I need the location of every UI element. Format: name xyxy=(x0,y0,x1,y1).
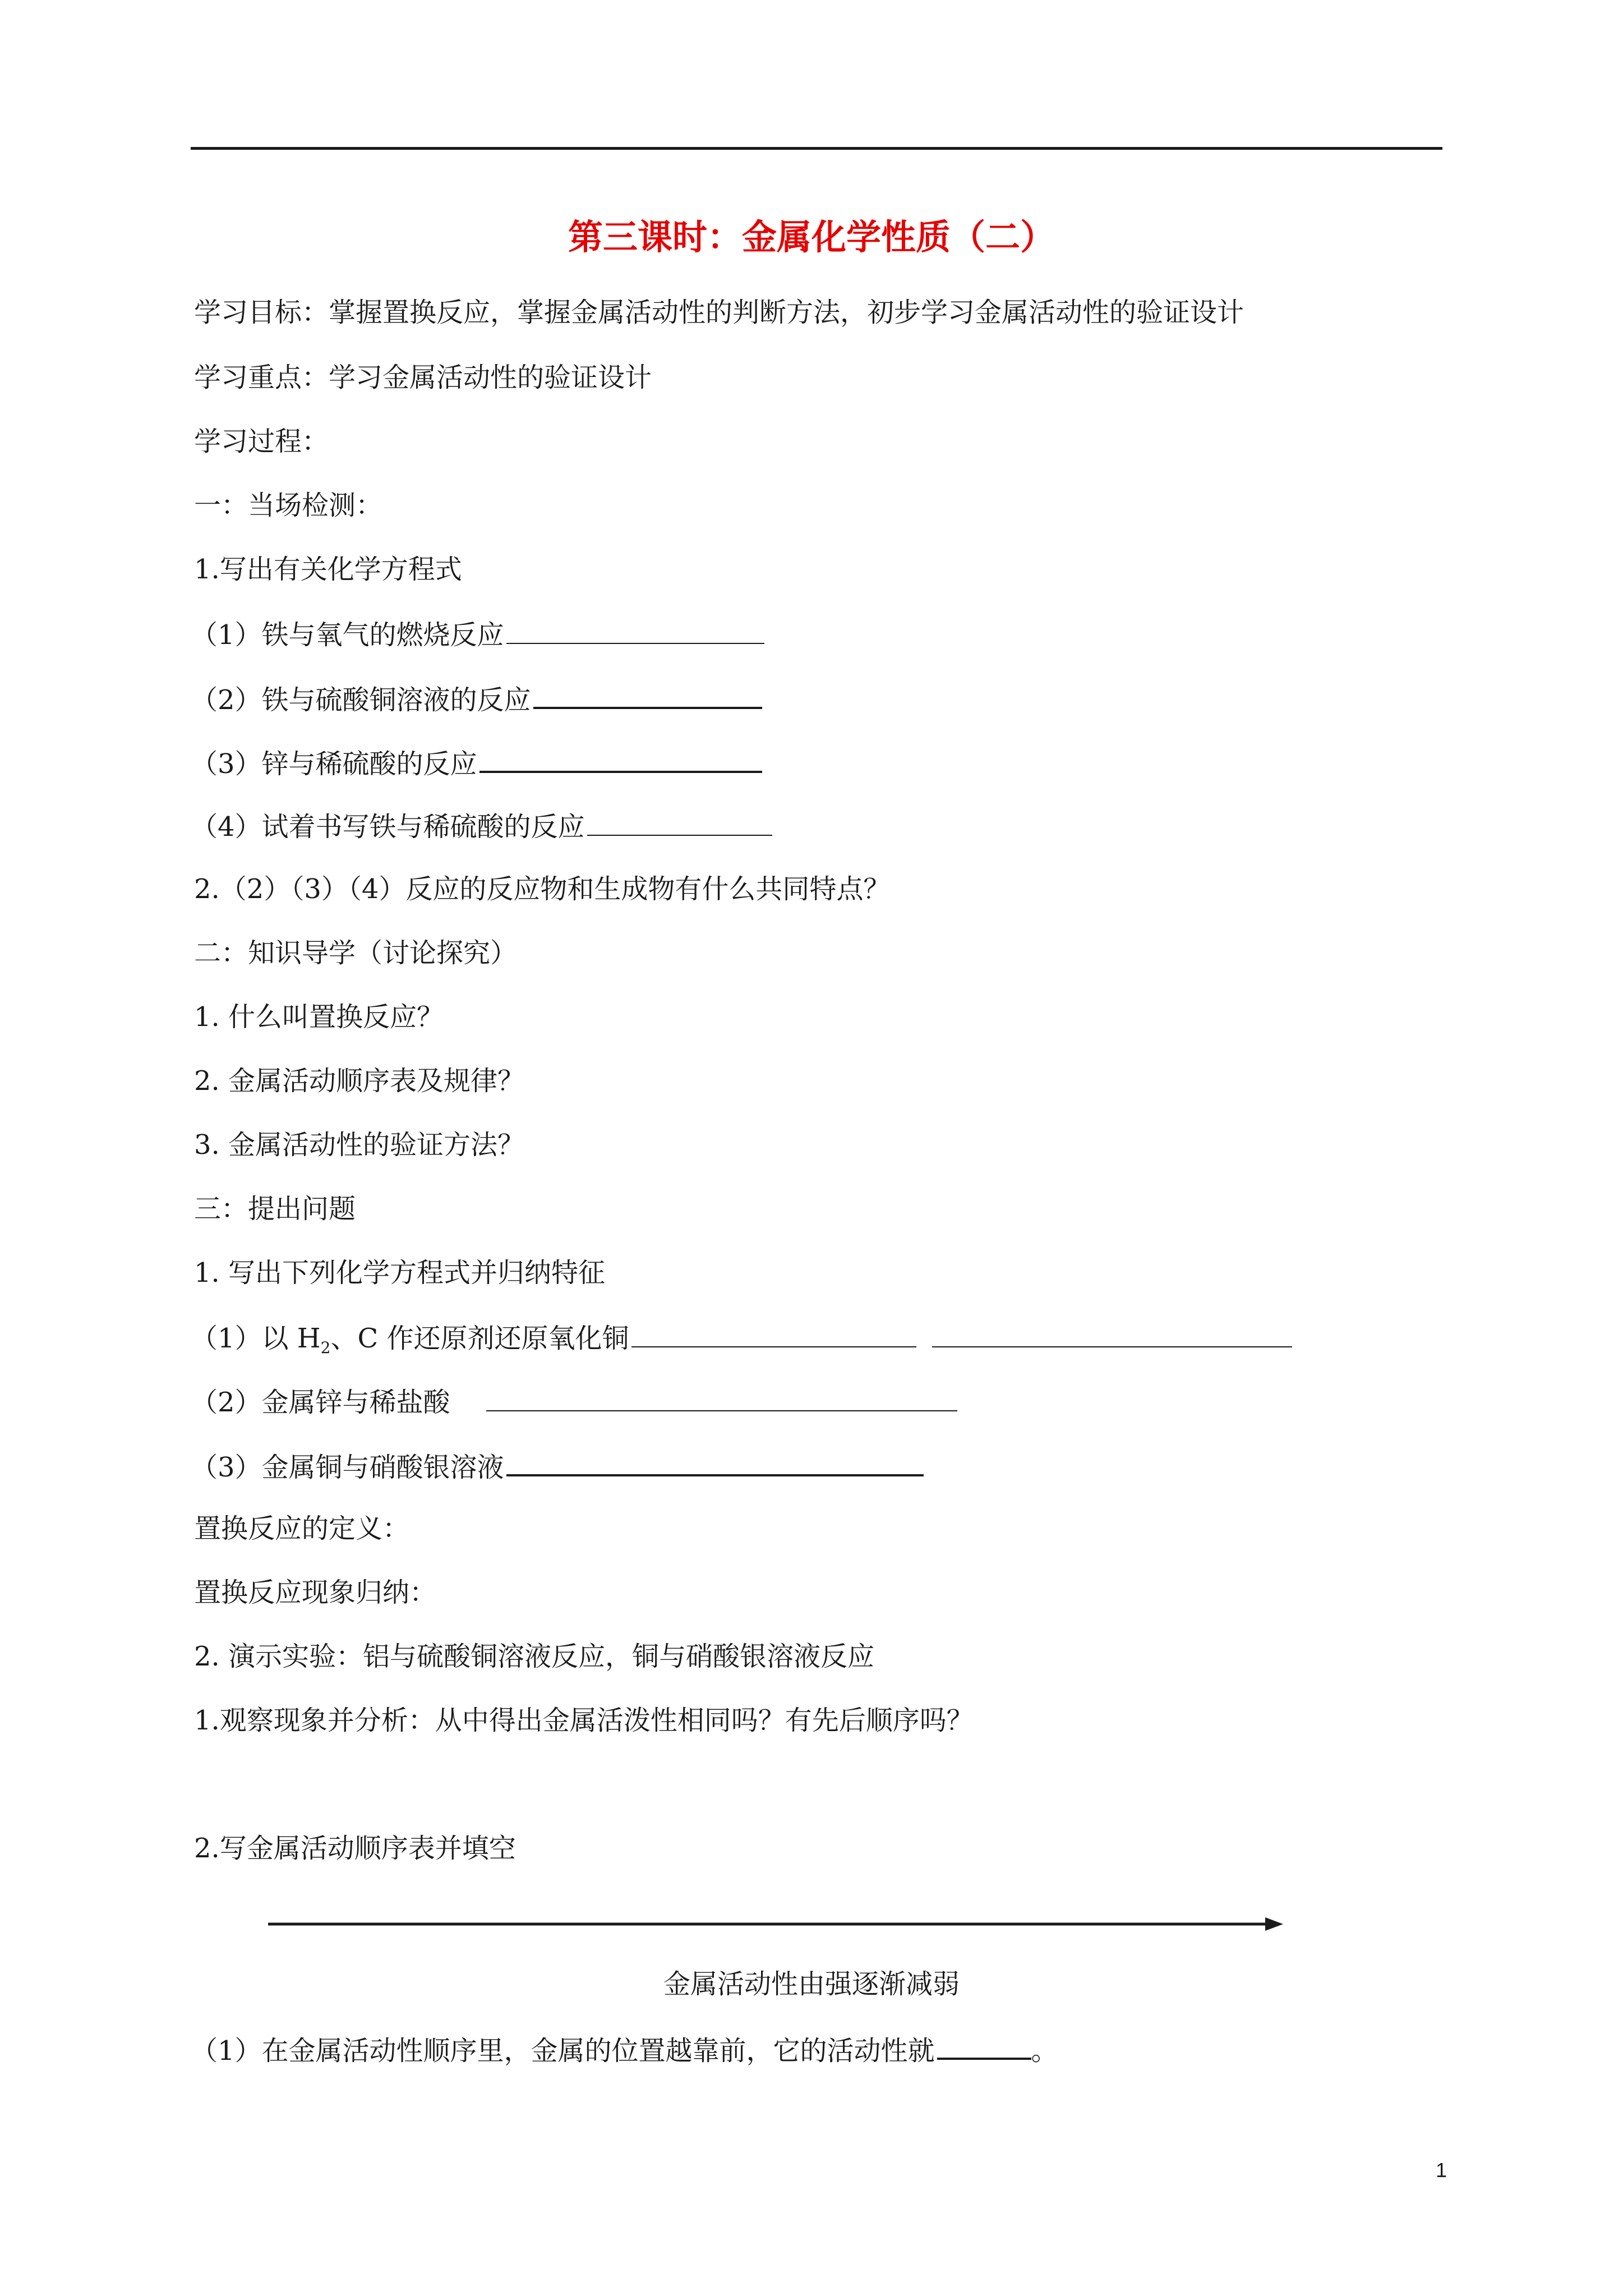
answer-blank[interactable] xyxy=(631,1317,916,1347)
answer-blank[interactable] xyxy=(486,1381,957,1411)
phenomenon-label: 置换反应现象归纳： xyxy=(194,1577,437,1608)
section1-item3: （3）锌与稀硫酸的反应 xyxy=(191,742,762,784)
section1-item1: （1）铁与氧气的燃烧反应 xyxy=(191,614,764,655)
answer-blank[interactable] xyxy=(937,2028,1031,2060)
learning-objective: 学习目标：掌握置换反应，掌握金属活动性的判断方法，初步学习金属活动性的验证设计 xyxy=(194,297,1244,328)
answer-blank[interactable] xyxy=(587,806,772,836)
section2-item1: 1. 什么叫置换反应？ xyxy=(194,1001,444,1033)
section2-heading: 二：知识导学（讨论探究） xyxy=(194,937,518,969)
learning-process-label: 学习过程： xyxy=(194,426,329,457)
section2-item2: 2. 金属活动顺序表及规律？ xyxy=(194,1065,525,1097)
section3-heading: 三：提出问题 xyxy=(194,1193,356,1225)
arrow-caption: 金属活动性由强逐渐减弱 xyxy=(663,1968,960,2000)
section1-heading: 一：当场检测： xyxy=(194,490,383,521)
answer-blank[interactable] xyxy=(506,1445,924,1476)
page-number: 1 xyxy=(1435,2159,1447,2182)
fill-in-item1: （1）在金属活动性顺序里，金属的位置越靠前，它的活动性就 。 xyxy=(191,2028,1058,2070)
answer-blank[interactable] xyxy=(533,678,762,709)
key-point: 学习重点：学习金属活动性的验证设计 xyxy=(194,362,652,393)
section1-question2: 2.（2）（3）（4）反应的反应物和生成物有什么共同特点？ xyxy=(194,873,891,905)
observe-question: 1.观察现象并分析：从中得出金属活泼性相同吗？有先后顺序吗？ xyxy=(194,1705,974,1736)
activity-arrow xyxy=(268,1913,1283,1935)
section1-item4: （4）试着书写铁与稀硫酸的反应 xyxy=(191,806,772,846)
section1-question1: 1.写出有关化学方程式 xyxy=(194,554,462,585)
section3-item3: （3）金属铜与硝酸银溶液 xyxy=(191,1445,924,1487)
answer-blank[interactable] xyxy=(506,614,764,644)
answer-blank[interactable] xyxy=(479,742,762,773)
section3-item2: （2）金属锌与稀盐酸 xyxy=(191,1381,957,1422)
section2-item3: 3. 金属活动性的验证方法？ xyxy=(194,1129,525,1161)
section3-question1: 1. 写出下列化学方程式并归纳特征 xyxy=(194,1257,606,1289)
page-title: 第三课时：金属化学性质（二） xyxy=(568,217,1055,257)
definition-label: 置换反应的定义： xyxy=(194,1513,410,1544)
answer-blank[interactable] xyxy=(932,1317,1292,1347)
section3-question2: 2. 演示实验：铝与硫酸铜溶液反应，铜与硝酸银溶液反应 xyxy=(194,1641,875,1672)
section1-item2: （2）铁与硫酸铜溶液的反应 xyxy=(191,678,762,720)
header-rule xyxy=(191,147,1442,150)
section3-item1: （1）以 $H_2$、C 作还原剂还原氧化铜 xyxy=(191,1317,1292,1368)
write-table-question: 2.写金属活动顺序表并填空 xyxy=(194,1833,516,1864)
